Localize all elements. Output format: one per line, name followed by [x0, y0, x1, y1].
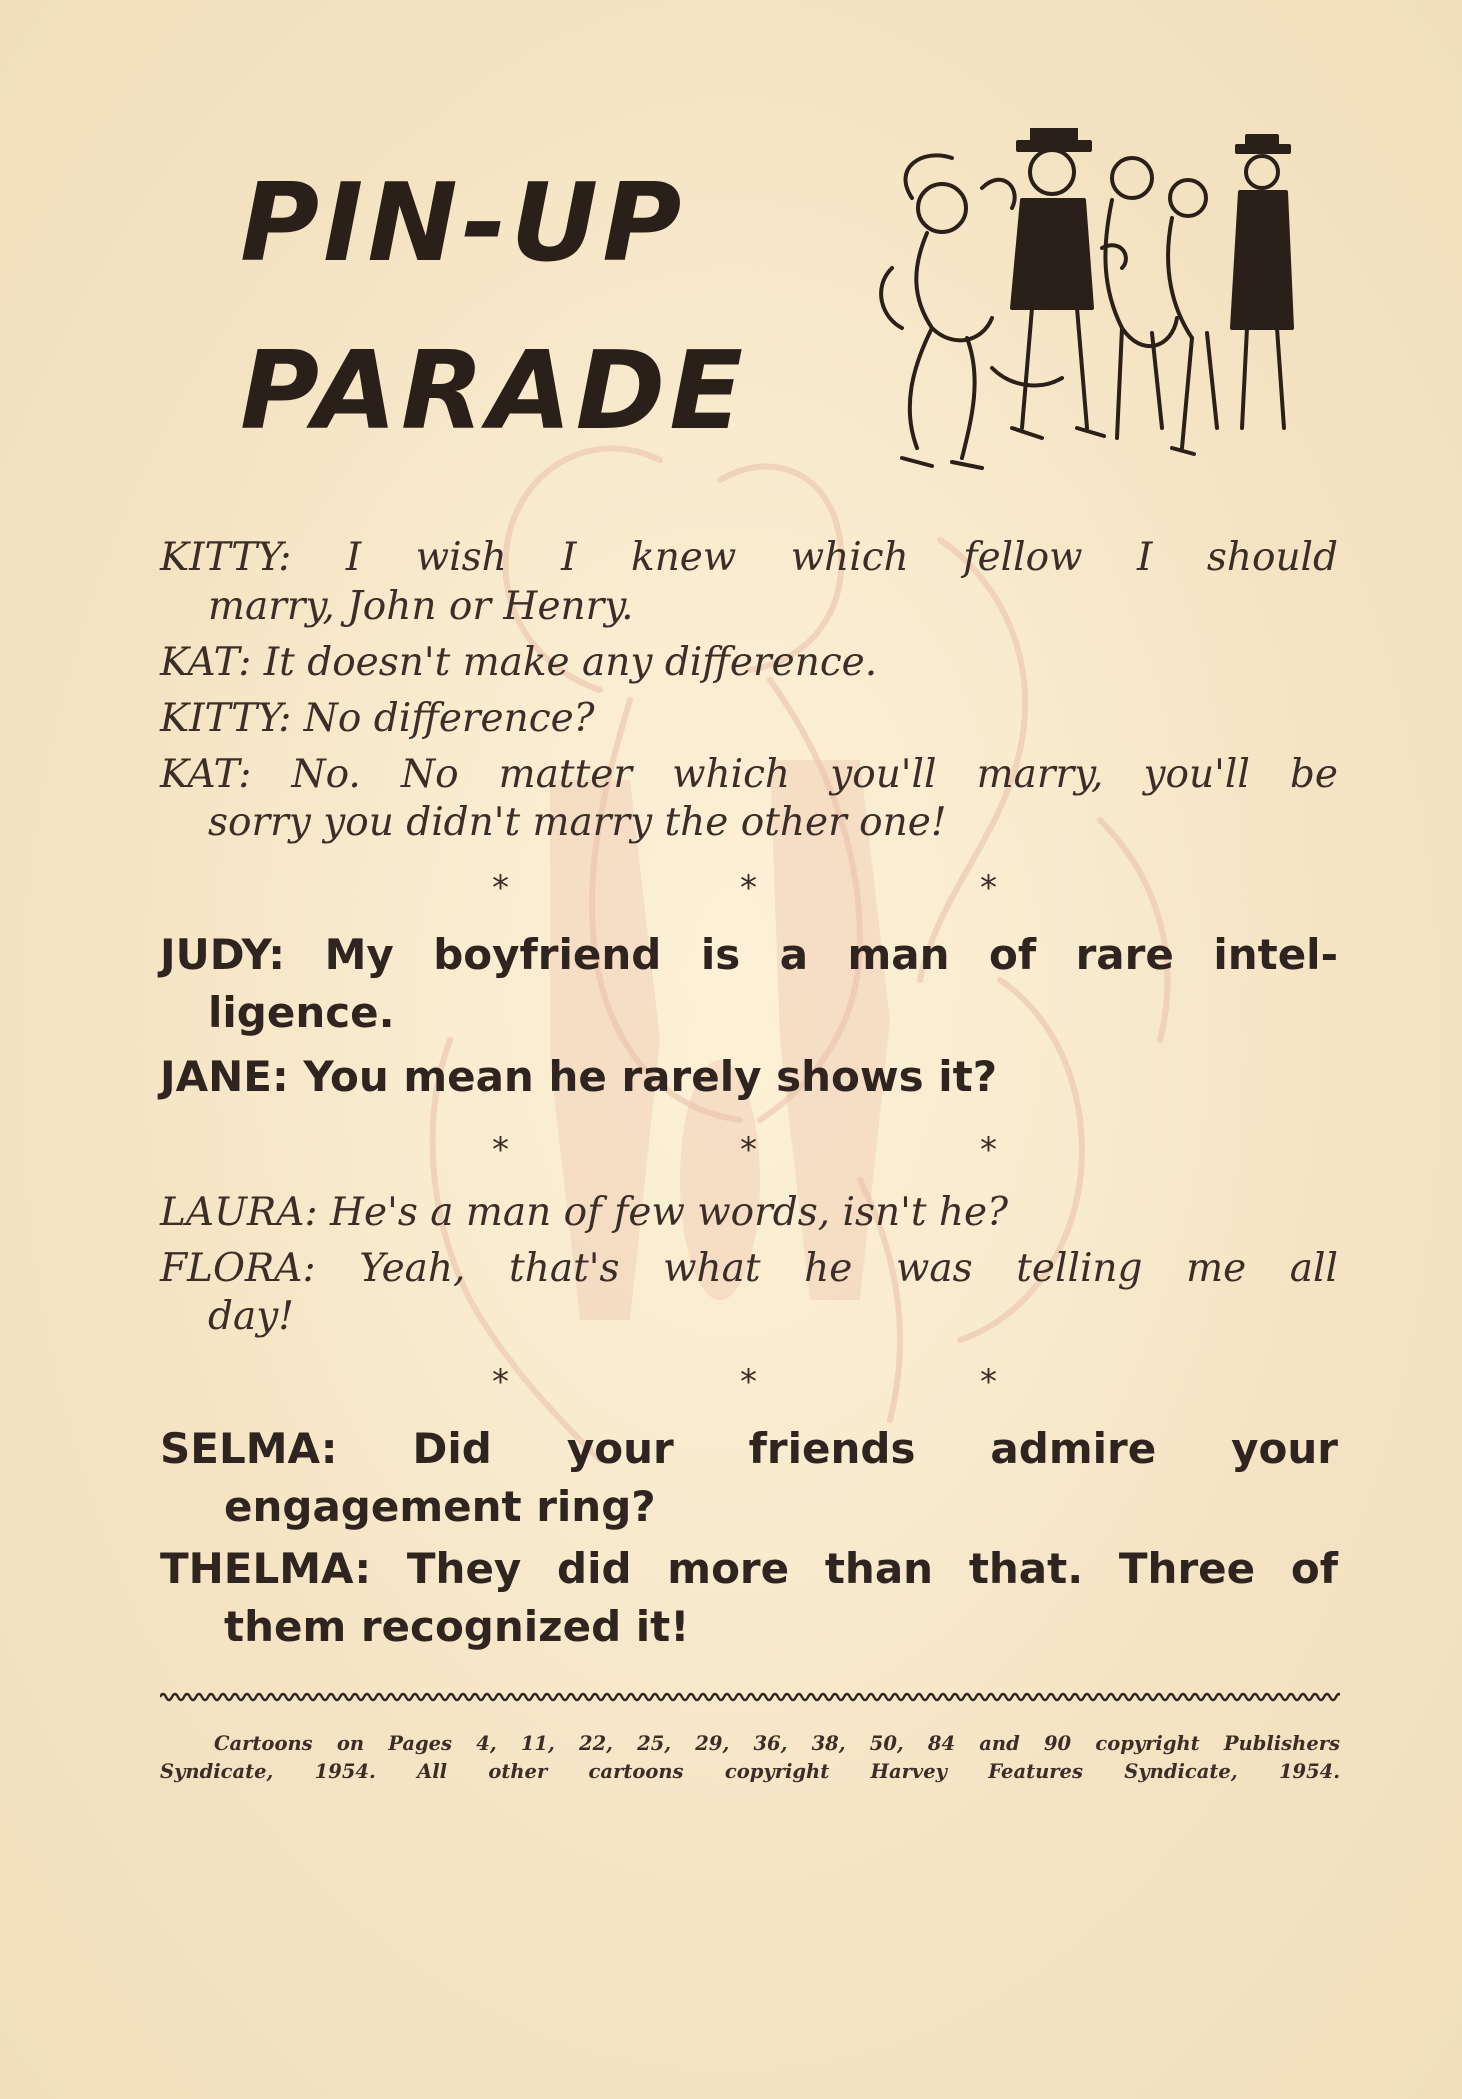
speaker: JANE: [160, 1052, 289, 1101]
separator-star: * [492, 1362, 509, 1402]
joke-line [160, 1424, 1338, 1473]
dialogue: They did more than that. Three of [406, 1544, 1339, 1593]
dialogue: My boyfriend is a man of rare intel- [324, 930, 1339, 979]
separator-star: * [740, 1130, 757, 1170]
joke-line [160, 930, 1338, 979]
separator-star: * [980, 1130, 997, 1170]
speaker: KITTY: [160, 535, 292, 580]
joke-line-continuation: engagement ring? [224, 1482, 656, 1531]
joke-line-continuation: them recognized it! [224, 1602, 690, 1651]
dialogue: It doesn't make any difference. [263, 640, 878, 685]
dialogue: No difference? [303, 696, 595, 741]
joke-line [160, 1246, 1338, 1291]
joke-line [160, 1544, 1338, 1593]
dialogue: You mean he rarely shows it? [303, 1052, 998, 1101]
separator-star: * [980, 868, 997, 908]
separator-star: * [980, 1362, 997, 1402]
joke-line-continuation: day! [208, 1294, 294, 1339]
parade-cartoon-illustration [872, 128, 1314, 474]
separator-star: * [740, 868, 757, 908]
wavy-divider [160, 1688, 1340, 1706]
speaker: LAURA: [160, 1190, 318, 1235]
joke-line-continuation: marry, John or Henry. [208, 584, 634, 629]
speaker: THELMA: [160, 1544, 372, 1593]
dialogue: Did your friends admire your [412, 1424, 1338, 1473]
joke-line-continuation: sorry you didn't marry the other one! [208, 800, 947, 845]
dialogue: No. No matter which you'll marry, you'll be [291, 752, 1338, 797]
dialogue: He's a man of few words, isn't he? [330, 1190, 1009, 1235]
separator-star: * [492, 1130, 509, 1170]
dialogue: I wish I knew which fellow I should [345, 535, 1338, 580]
copyright-line-2: Syndicate, 1954. All other cartoons copyright Harvey Features Syndicate, 1954. [160, 1760, 1340, 1783]
joke-line [160, 640, 877, 685]
separator-star: * [740, 1362, 757, 1402]
joke-line [160, 1190, 1008, 1235]
speaker: FLORA: [160, 1246, 316, 1291]
title-line-2: PARADE [240, 329, 747, 454]
title-line-1: PIN-UP [240, 161, 686, 286]
joke-line [160, 1052, 997, 1101]
dialogue: Yeah, that's what he was telling me all [359, 1246, 1338, 1291]
joke-line [160, 752, 1338, 797]
speaker: KAT: [160, 752, 252, 797]
page-title [240, 140, 747, 476]
copyright-line-1: Cartoons on Pages 4, 11, 22, 25, 29, 36, 38, 50, 84 and 90 copyright Publishers [214, 1732, 1340, 1755]
separator-star: * [492, 868, 509, 908]
speaker: KITTY: [160, 696, 292, 741]
speaker: SELMA: [160, 1424, 338, 1473]
joke-line [160, 535, 1338, 580]
speaker: JUDY: [160, 930, 286, 979]
joke-line-continuation: ligence. [208, 988, 395, 1037]
joke-line [160, 696, 595, 741]
speaker: KAT: [160, 640, 252, 685]
